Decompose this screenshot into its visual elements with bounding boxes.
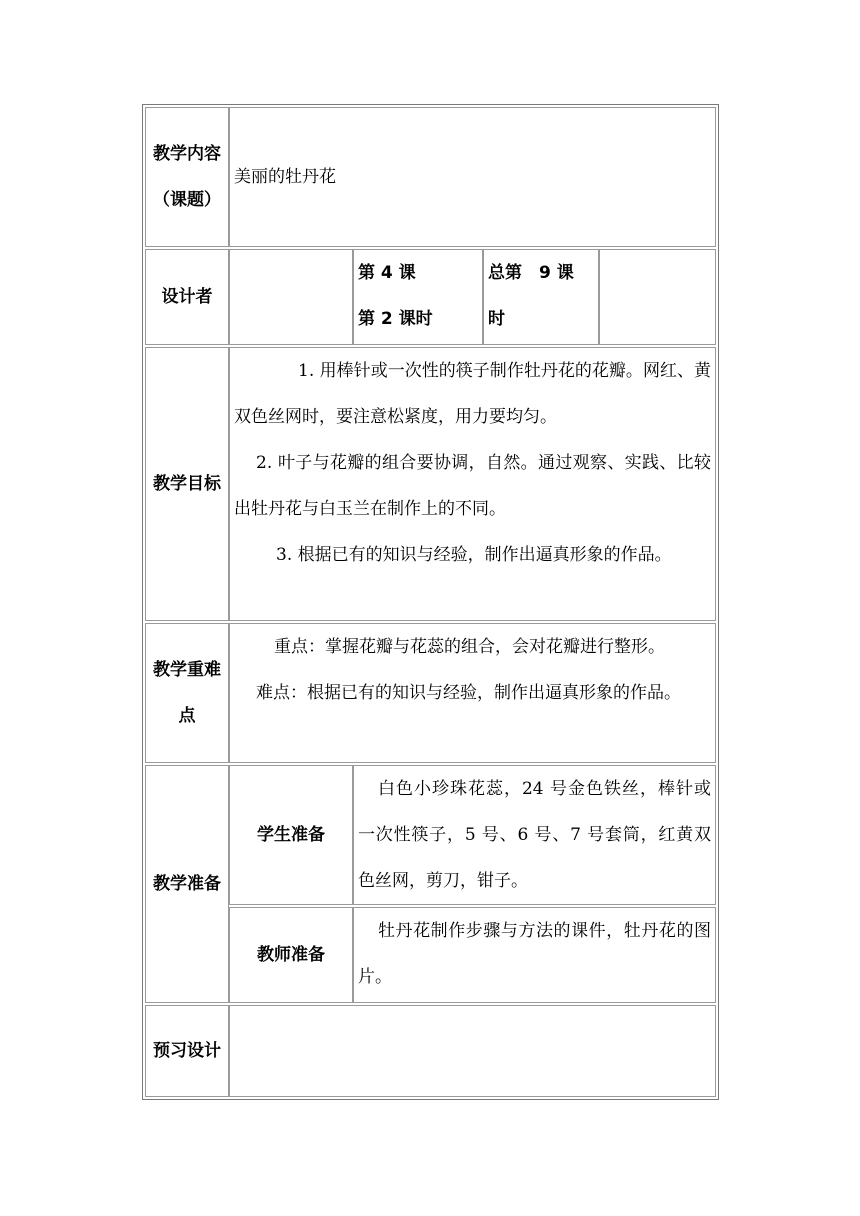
preview-label: 预习设计 bbox=[153, 1041, 221, 1061]
topic-value: 美丽的牡丹花 bbox=[234, 167, 336, 187]
total-lesson-line1: 总第 9 课 bbox=[488, 263, 574, 283]
key-points-label-cell bbox=[145, 623, 229, 763]
student-prep-value: 白色小珍珠花蕊，24 号金色铁丝，棒针或一次性筷子，5 号、6 号、7 号套筒，红黄双色丝网，剪刀，钳子。 bbox=[358, 779, 711, 891]
designer-label: 设计者 bbox=[161, 287, 213, 307]
designer-value-cell bbox=[229, 249, 353, 345]
topic-label-cell bbox=[145, 107, 229, 247]
topic-value-cell bbox=[229, 107, 716, 247]
preview-label-cell bbox=[145, 1005, 229, 1097]
preparation-label: 教学准备 bbox=[153, 874, 221, 894]
lesson-unit: 第 4 课 bbox=[358, 263, 416, 283]
preparation-label-cell bbox=[145, 765, 229, 1003]
student-prep-value-cell bbox=[353, 765, 716, 905]
objectives-label: 教学目标 bbox=[153, 474, 221, 494]
lesson-number-cell bbox=[353, 249, 483, 345]
key-point-difficulty: 难点：根据已有的知识与经验，制作出逼真形象的作品。 bbox=[256, 683, 681, 703]
student-prep-label: 学生准备 bbox=[257, 825, 325, 845]
preview-value-cell bbox=[229, 1005, 716, 1097]
designer-label-cell bbox=[145, 249, 229, 345]
objectives-value-cell bbox=[229, 347, 716, 621]
teacher-prep-label-cell bbox=[229, 907, 353, 1003]
key-points-label: 教学重难点 bbox=[153, 660, 221, 726]
objectives-label-cell bbox=[145, 347, 229, 621]
objective-item-1: 1. 用棒针或一次性的筷子制作牡丹花的花瓣。网红、黄双色丝网时，要注意松紧度，用力要均匀。 bbox=[234, 361, 711, 427]
total-lesson-line2: 时 bbox=[488, 309, 505, 329]
lesson-plan-table bbox=[142, 104, 719, 1100]
lesson-period: 第 2 课时 bbox=[358, 309, 433, 329]
teacher-prep-value-cell bbox=[353, 907, 716, 1003]
student-prep-label-cell bbox=[229, 765, 353, 905]
teacher-prep-label: 教师准备 bbox=[257, 945, 325, 965]
key-points-value-cell bbox=[229, 623, 716, 763]
objective-item-3: 3. 根据已有的知识与经验，制作出逼真形象的作品。 bbox=[276, 545, 672, 565]
total-lesson-cell bbox=[483, 249, 599, 345]
teacher-prep-value: 牡丹花制作步骤与方法的课件，牡丹花的图片。 bbox=[358, 921, 711, 987]
key-point-focus: 重点：掌握花瓣与花蕊的组合，会对花瓣进行整形。 bbox=[274, 637, 665, 657]
objective-item-2: 2. 叶子与花瓣的组合要协调，自然。通过观察、实践、比较出牡丹花与白玉兰在制作上的不同。 bbox=[234, 453, 711, 519]
designer-extra-cell bbox=[599, 249, 716, 345]
topic-label: 教学内容（课题） bbox=[153, 144, 221, 210]
